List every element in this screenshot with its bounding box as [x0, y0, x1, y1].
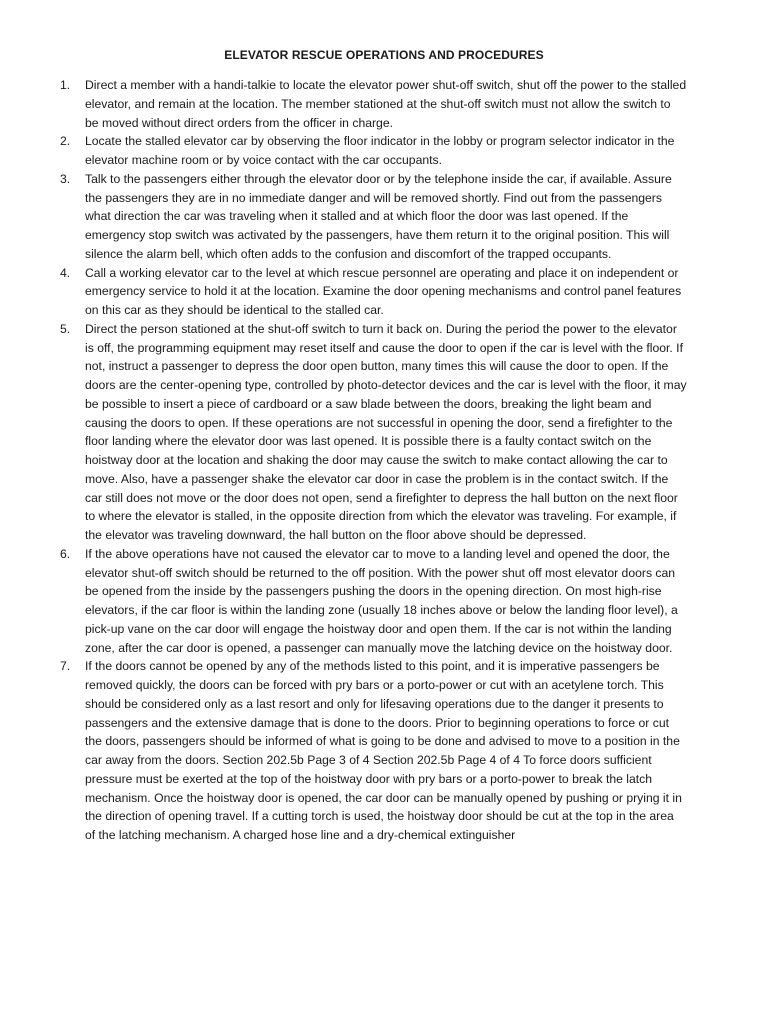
procedure-step-1 — [0, 76, 687, 132]
step-text: Talk to the passengers either through the elevator door or by the telephone inside the car, if available. Assure the passengers they are in no immediate danger and will be removed shortly. Find out from the passengers what direction the car was traveling when it stalled and at which floor the door was last opened. If the emergency stop switch was activated by the passengers, have them return it to the original position. This will silence the alarm bell, which often adds to the confusion and discomfort of the trapped occupants. — [85, 171, 672, 261]
step-number: 7. — [60, 659, 71, 674]
document-title: ELEVATOR RESCUE OPERATIONS AND PROCEDURES — [224, 48, 544, 62]
procedure-step-5 — [0, 320, 687, 545]
procedure-step-2 — [0, 132, 687, 170]
step-number: 2. — [60, 134, 71, 149]
step-number: 3. — [60, 171, 71, 186]
procedure-step-3 — [0, 170, 687, 264]
step-number: 4. — [60, 265, 71, 280]
step-text: If the doors cannot be opened by any of the methods listed to this point, and it is imperative passengers be removed quickly, the doors can be forced with pry bars or a porto-power or cut with an acetylene torch. This should be considered only as a last resort and only for lifesaving operations due to the danger it presents to passengers and the extensive damage that is done to the doors. Prior to beginning operations to force or cut the doors, passengers should be informed of what is going to be done and advised to move to a position in the car away from the doors. Section 202.5b Page 3 of 4 Section 202.5b Page 4 of 4 To force doors sufficient pressure must be exerted at the top of the hoistway door with pry bars or a porto-power to break the latch mechanism. Once the hoistway door is opened, the car door can be manually opened by pushing or prying it in the direction of opening travel. If a cutting torch is used, the hoistway door should be cut at the top in the area of the latching mechanism. A charged hose line and a dry-chemical extinguisher — [85, 659, 682, 842]
procedure-step-4 — [0, 264, 687, 320]
step-text: Call a working elevator car to the level at which rescue personnel are operating and place it on independent or emergency service to hold it at the location. Examine the door opening mechanisms and control panel features on this car as they should be identical to the stalled car. — [85, 265, 682, 317]
step-number: 5. — [60, 321, 71, 336]
step-text: Locate the stalled elevator car by observing the floor indicator in the lobby or program selector indicator in the elevator machine room or by voice contact with the car occupants. — [85, 134, 675, 167]
step-text: If the above operations have not caused the elevator car to move to a landing level and opened the door, the elevator shut-off switch should be returned to the off position. With the power shut off most elevator doors can be opened from the inside by the passengers pushing the doors in the opening direction. On most high-rise elevators, if the car floor is within the landing zone (usually 18 inches above or below the landing floor level), a pick-up vane on the car door will engage the hoistway door and open them. If the car is not within the landing zone, after the car door is opened, a passenger can manually move the latching device on the hoistway door. — [85, 546, 678, 655]
step-number: 6. — [60, 546, 71, 561]
step-number: 1. — [60, 78, 71, 92]
procedure-step-6 — [0, 545, 687, 658]
procedure-step-7 — [0, 657, 687, 845]
step-text: Direct a member with a handi-talkie to locate the elevator power shut-off switch, shut off the power to the stalled elevator, and remain at the location. The member stationed at the shut-off switch must not allow the switch to be moved without direct orders from the officer in charge. — [85, 78, 687, 130]
procedure-list — [0, 76, 687, 845]
step-text: Direct the person stationed at the shut-off switch to turn it back on. During the period the power to the elevator is off, the programming equipment may reset itself and cause the door to open if the car is level with the floor. If not, instruct a passenger to depress the door open button, many times this will cause the door to open. If the doors are the center-opening type, controlled by photo-detector devices and the car is level with the floor, it may be possible to insert a piece of cardboard or a saw blade between the doors, breaking the light beam and causing the doors to open. If these operations are not successful in opening the door, send a firefighter to the floor landing where the elevator door was last opened. It is possible there is a faulty contact switch on the hoistway door at the location and shaking the door may cause the switch to make contact allowing the car to move. Also, have a passenger shake the elevator car door in case the problem is in the contact switch. If the car still does not move or the door does not open, send a firefighter to depress the hall button on the next floor to where the elevator is stalled, in the opposite direction from which the elevator was traveling. For example, if the elevator was traveling downward, the hall button on the floor above should be depressed. — [85, 321, 687, 542]
